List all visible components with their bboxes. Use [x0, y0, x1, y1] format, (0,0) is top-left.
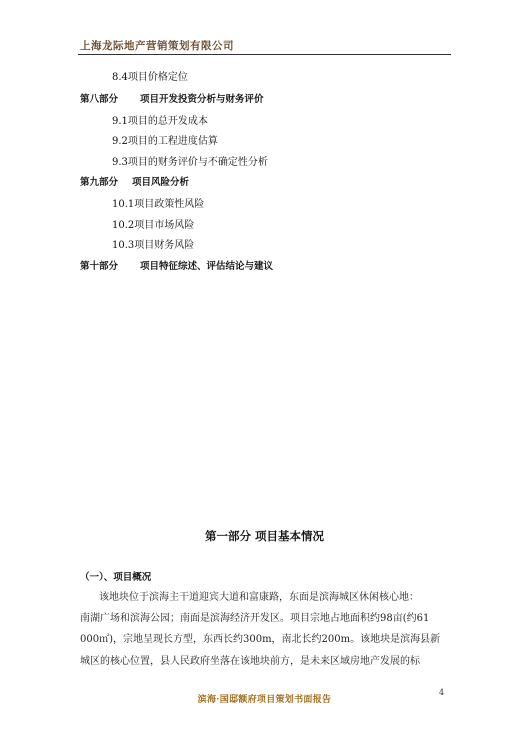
toc-part-title: 项目开发投资分析与财务评价 [140, 94, 264, 105]
header-divider [78, 54, 451, 55]
toc-part-title: 项目特征综述、评估结论与建议 [140, 261, 274, 272]
toc-part-title: 项目风险分析 [132, 177, 190, 188]
toc-part-label: 第八部分 [80, 94, 119, 105]
toc-item-8-4: 8.4项目价格定位 [112, 72, 188, 83]
body-text-line: 该地块位于滨海主干道迎宾大道和富康路，东面是滨海城区休闲核心地： [99, 592, 419, 603]
footer-report-title: 滨海·国邸额府项目策划书面报告 [197, 695, 332, 705]
toc-part-9 [80, 174, 189, 188]
toc-part-label: 第十部分 [80, 261, 119, 272]
section-subheading: （一）、项目概况 [80, 572, 152, 583]
section-title: 第一部分 项目基本情况 [204, 529, 324, 543]
toc-part-10 [80, 258, 273, 272]
body-text-line: 000㎡)，宗地呈现长方型，东西长约300m，南北长约200m。该地块是滨海县新 [80, 634, 441, 645]
toc-item-10-1: 10.1项目政策性风险 [112, 199, 205, 210]
toc-item-10-3: 10.3项目财务风险 [112, 240, 195, 251]
toc-item-9-1: 9.1项目的总开发成本 [112, 116, 208, 127]
toc-item-9-2: 9.2项目的工程进度估算 [112, 136, 218, 147]
header-company-name: 上海龙际地产营销策划有限公司 [80, 40, 234, 52]
toc-part-8 [80, 91, 264, 105]
toc-item-9-3: 9.3项目的财务评价与不确定性分析 [112, 157, 268, 168]
toc-part-label: 第九部分 [80, 177, 119, 188]
toc-item-10-2: 10.2项目市场风险 [112, 220, 195, 231]
body-text-line: 南湖广场和滨海公园；南面是滨海经济开发区。项目宗地占地面积约98亩(约61 [80, 613, 430, 624]
body-text-line: 城区的核心位置，县人民政府坐落在该地块前方，是未来区域房地产发展的标 [80, 656, 420, 667]
page-number: 4 [439, 688, 445, 697]
